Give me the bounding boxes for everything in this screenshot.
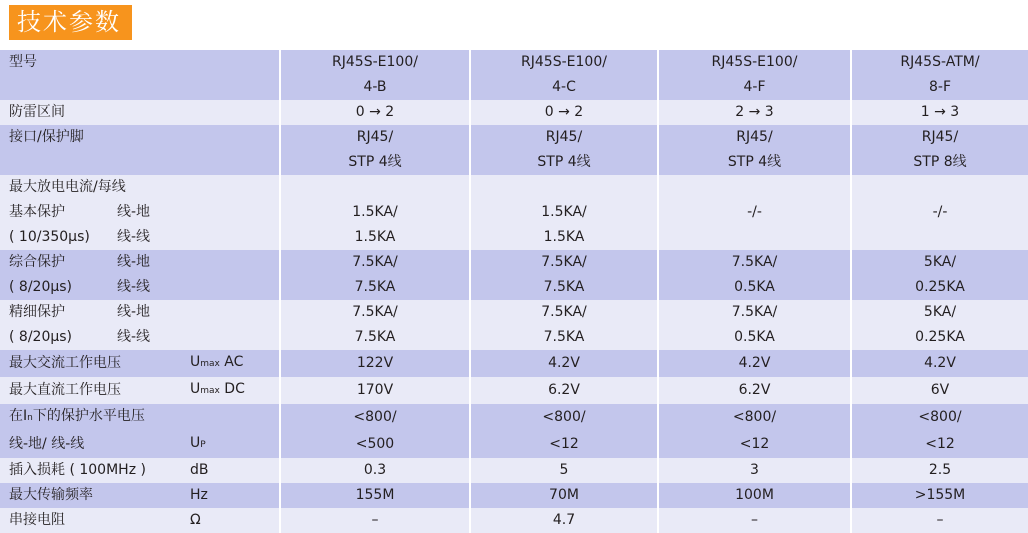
symbol-db: dB [190,458,280,483]
cell: <800/ [280,404,470,431]
row-sub-fine: ( 8/20μs) [9,329,73,345]
table-row [0,50,1028,75]
cell: <500 [280,431,470,458]
cell: 6.2V [658,377,851,404]
cell: 122V [280,350,470,377]
spec-table [0,50,1028,533]
pair-line-line: 线-线 [117,229,151,245]
table-row [0,300,1028,325]
row-label-basic: 基本保护 [9,204,65,220]
cell: 7.5KA/ [470,300,658,325]
cell: 7.5KA/ [280,250,470,275]
section-title: 技术参数 [9,5,132,40]
cell: – [851,508,1028,533]
cell: 100M [658,483,851,508]
pair-line-line: 线-线 [117,279,151,295]
cell: <800/ [470,404,658,431]
cell: – [280,508,470,533]
cell: 6V [851,377,1028,404]
cell: <800/ [851,404,1028,431]
row-label-max-dc: 最大直流工作电压 [0,377,190,404]
cell: STP 4线 [470,150,658,175]
table-row [0,377,1028,404]
cell: 7.5KA/ [280,300,470,325]
cell: STP 8线 [851,150,1028,175]
table-row [0,404,1028,431]
table-row [0,508,1028,533]
table-row [0,100,1028,125]
table-row [0,431,1028,458]
table-row [0,350,1028,377]
cell: 1.5KA [280,225,470,250]
cell: 70M [470,483,658,508]
cell: 4.2V [851,350,1028,377]
table-row [0,175,1028,200]
cell: 7.5KA [280,325,470,350]
cell: 0.5KA [658,325,851,350]
cell: – [658,508,851,533]
cell: 6.2V [470,377,658,404]
cell: 5KA/ [851,300,1028,325]
model-4-line2: 8-F [851,75,1028,100]
cell: 4.7 [470,508,658,533]
row-label-model: 型号 [0,50,190,75]
model-2-line1: RJ45S-E100/ [470,50,658,75]
row-label-combined: 综合保护 [9,254,65,270]
table-row [0,483,1028,508]
cell: 4.2V [658,350,851,377]
pair-line-line: 线-线 [117,329,151,345]
model-1-line1: RJ45S-E100/ [280,50,470,75]
cell: STP 4线 [658,150,851,175]
row-label-max-freq: 最大传输频率 [0,483,190,508]
cell: <12 [470,431,658,458]
cell: <800/ [658,404,851,431]
cell: 7.5KA [470,325,658,350]
model-3-line1: RJ45S-E100/ [658,50,851,75]
cell: 7.5KA/ [658,250,851,275]
cell: 7.5KA [280,275,470,300]
cell: 3 [658,458,851,483]
cell: 155M [280,483,470,508]
cell: -/- [851,200,1028,225]
row-label-fine: 精细保护 [9,304,65,320]
table-row [0,250,1028,275]
pair-line-ground: 线-地 [117,254,151,270]
table-row [0,150,1028,175]
cell: 7.5KA/ [470,250,658,275]
table-row [0,200,1028,225]
cell: 0.3 [280,458,470,483]
cell: 2.5 [851,458,1028,483]
symbol-umax-dc: Umax DC [190,377,280,404]
row-label-interface: 接口/保护脚 [0,125,190,150]
cell: <12 [658,431,851,458]
cell: 170V [280,377,470,404]
cell: STP 4线 [280,150,470,175]
row-label-zone: 防雷区间 [0,100,190,125]
row-label-insertion-loss: 插入损耗 ( 100MHz ) [0,458,190,483]
cell: <12 [851,431,1028,458]
table-row [0,325,1028,350]
model-3-line2: 4-F [658,75,851,100]
cell: >155M [851,483,1028,508]
cell: 1.5KA/ [280,200,470,225]
cell: 5 [470,458,658,483]
pair-line-ground: 线-地 [117,304,151,320]
row-label-series-res: 串接电阻 [0,508,190,533]
cell: 1.5KA/ [470,200,658,225]
cell: 0.25KA [851,275,1028,300]
cell [851,225,1028,250]
cell: RJ45/ [280,125,470,150]
cell: 0.5KA [658,275,851,300]
cell: 2 → 3 [658,100,851,125]
cell [658,225,851,250]
cell: RJ45/ [658,125,851,150]
cell: 5KA/ [851,250,1028,275]
cell: -/- [658,200,851,225]
table-row [0,275,1028,300]
table-row [0,125,1028,150]
symbol-umax-ac: Umax AC [190,350,280,377]
cell: RJ45/ [851,125,1028,150]
cell: 1 → 3 [851,100,1028,125]
model-4-line1: RJ45S-ATM/ [851,50,1028,75]
pair-line-ground: 线-地 [117,204,151,220]
cell: 7.5KA [470,275,658,300]
row-sub-combined: ( 8/20μs) [9,279,73,295]
table-row [0,458,1028,483]
row-label-protection-level: 在In下的保护水平电压 [0,404,190,431]
row-label-protection-pair: 线-地/ 线-线 [0,431,190,458]
cell: 0 → 2 [470,100,658,125]
cell: 7.5KA/ [658,300,851,325]
cell: 1.5KA [470,225,658,250]
model-2-line2: 4-C [470,75,658,100]
row-label-max-discharge: 最大放电电流/每线 [0,175,190,200]
cell: 0 → 2 [280,100,470,125]
table-row [0,75,1028,100]
table-row [0,225,1028,250]
symbol-ohm: Ω [190,508,280,533]
symbol-up: UP [190,431,280,458]
row-sub-basic: ( 10/350μs) [9,229,90,245]
symbol-hz: Hz [190,483,280,508]
row-label-max-ac: 最大交流工作电压 [0,350,190,377]
cell: RJ45/ [470,125,658,150]
model-1-line2: 4-B [280,75,470,100]
cell: 0.25KA [851,325,1028,350]
cell: 4.2V [470,350,658,377]
